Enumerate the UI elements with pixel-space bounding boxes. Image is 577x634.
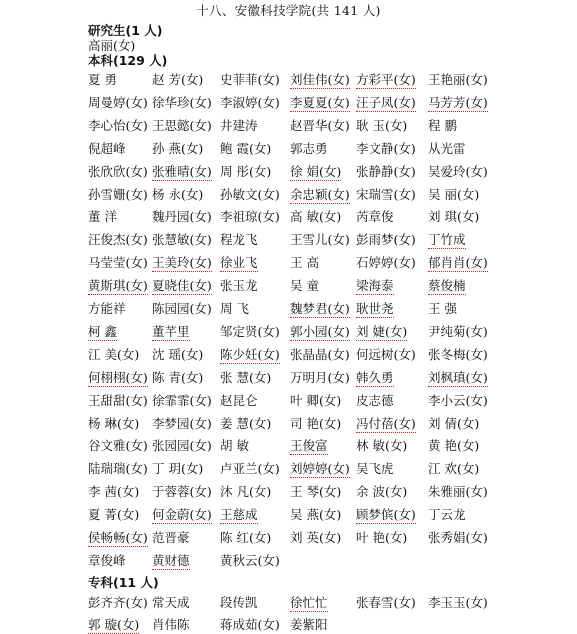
undergraduate-name: 王思懿(女) — [152, 117, 212, 133]
undergraduate-name: 夏晓佳(女) — [152, 278, 212, 294]
spellcheck-underline — [290, 609, 328, 612]
spellcheck-underline — [220, 521, 258, 524]
undergraduate-name: 邹定贤(女) — [220, 323, 280, 339]
undergraduate-name: 高 敏(女) — [290, 209, 342, 225]
undergraduate-name: 张秀娟(女) — [428, 530, 488, 545]
undergraduate-name: 谷文雅(女) — [88, 438, 148, 454]
spellcheck-underline — [356, 521, 416, 524]
undergraduate-name: 刘枫瑱(女) — [428, 369, 488, 385]
undergraduate-name: 李夏夏(女) — [290, 94, 350, 110]
undergraduate-name: 蔡俊楠 — [428, 278, 466, 294]
undergraduate-name: 井建涛 — [220, 117, 258, 133]
undergraduate-name: 郭小园(女) — [290, 323, 350, 339]
undergraduate-name: 李小云(女) — [428, 392, 488, 408]
undergraduate-name: 朱雅丽(女) — [428, 484, 488, 500]
undergraduate-name: 张慧敏(女) — [152, 232, 212, 248]
graduate-name: 高丽(女) — [88, 38, 136, 53]
undergraduate-name: 芮章俊 — [356, 209, 394, 225]
undergraduate-name: 耿世尧 — [356, 301, 394, 316]
undergraduate-name: 王甜甜(女) — [88, 392, 148, 408]
undergraduate-name: 刘 琪(女) — [428, 209, 480, 225]
undergraduate-name: 张静静(女) — [356, 163, 416, 179]
spellcheck-underline — [152, 292, 212, 295]
undergraduate-name: 赵晋华(女) — [290, 117, 350, 133]
document-title: 十八、安徽科技学院(共 141 人) — [196, 3, 381, 18]
undergraduate-name: 汪俊杰(女) — [88, 232, 148, 248]
undergraduate-name: 史菲菲(女) — [220, 72, 280, 87]
undergraduate-name: 范晋豪 — [152, 530, 190, 545]
undergraduate-name: 林 敏(女) — [356, 438, 408, 454]
undergraduate-name: 周 彤(女) — [220, 163, 272, 179]
undergraduate-name: 张玉龙 — [220, 278, 258, 294]
undergraduate-name: 彭雨梦(女) — [356, 232, 416, 248]
undergraduate-name: 张 慧(女) — [220, 369, 272, 385]
vocational-name: 常天成 — [152, 595, 190, 610]
undergraduate-name: 李文静(女) — [356, 140, 416, 156]
spellcheck-underline — [220, 361, 280, 364]
spellcheck-underline — [356, 86, 416, 89]
undergraduate-name: 郁肖肖(女) — [428, 255, 488, 271]
spellcheck-underline — [88, 384, 148, 387]
undergraduate-name: 鲍 霞(女) — [220, 140, 272, 156]
undergraduate-name: 章俊峰 — [88, 552, 126, 568]
undergraduate-name: 吴爱玲(女) — [428, 163, 488, 179]
undergraduate-name: 何栩栩(女) — [88, 369, 148, 385]
undergraduate-name: 黄 艳(女) — [428, 438, 480, 454]
undergraduate-name: 张雅晴(女) — [152, 163, 212, 179]
undergraduate-name: 王慈成 — [220, 507, 258, 523]
undergraduate-name: 王美玲(女) — [152, 255, 212, 271]
undergraduate-name: 周 飞 — [220, 301, 249, 316]
undergraduate-name: 张冬梅(女) — [428, 346, 488, 362]
undergraduate-name: 吴 燕(女) — [290, 507, 342, 523]
undergraduate-name: 李 茜(女) — [88, 484, 140, 500]
undergraduate-name: 余 波(女) — [356, 484, 408, 500]
undergraduate-name: 余忠颖(女) — [290, 186, 350, 202]
undergraduate-name: 宋瑞雪(女) — [356, 186, 416, 202]
spellcheck-underline — [356, 109, 416, 112]
undergraduate-name: 马莹莹(女) — [88, 255, 148, 271]
undergraduate-name: 刘 英(女) — [290, 530, 342, 545]
undergraduate-name: 马芳芳(女) — [428, 94, 488, 110]
spellcheck-underline — [152, 269, 212, 272]
vocational-name: 彭齐齐(女) — [88, 595, 148, 610]
undergraduate-name: 吴 童 — [290, 278, 319, 294]
undergraduate-name: 王雪儿(女) — [290, 232, 350, 248]
undergraduate-name: 从光雷 — [428, 140, 466, 156]
undergraduate-name: 陈 红(女) — [220, 530, 272, 545]
undergraduate-name: 黄斯琪(女) — [88, 278, 148, 294]
undergraduate-name: 杨 琳(女) — [88, 415, 140, 431]
undergraduate-name: 徐霏霏(女) — [152, 392, 212, 408]
undergraduate-name: 石婷婷(女) — [356, 255, 416, 271]
undergraduate-name: 刘 倩(女) — [428, 415, 480, 431]
undergraduate-name: 司 艳(女) — [290, 415, 342, 431]
undergraduate-name: 韩久勇 — [356, 369, 394, 385]
undergraduate-name: 吴 丽(女) — [428, 186, 480, 202]
undergraduate-name: 梁海泰 — [356, 278, 394, 294]
undergraduate-name: 于蓉蓉(女) — [152, 484, 212, 500]
undergraduate-name: 夏 菁(女) — [88, 507, 140, 523]
undergraduate-name: 尹纯菊(女) — [428, 323, 488, 339]
undergraduate-name: 何金蔚(女) — [152, 507, 212, 523]
undergraduate-name: 孙雪姗(女) — [88, 186, 148, 202]
undergraduate-name: 李梦园(女) — [152, 415, 212, 431]
spellcheck-underline — [152, 338, 190, 341]
undergraduate-name: 董 洋 — [88, 209, 117, 225]
undergraduate-name: 陈园园(女) — [152, 301, 212, 316]
undergraduate-name: 柯 鑫 — [88, 323, 117, 339]
undergraduate-name: 王俊富 — [290, 438, 328, 454]
undergraduate-name: 董芊里 — [152, 323, 190, 339]
undergraduate-name: 徐 娟(女) — [290, 163, 342, 179]
undergraduate-name: 张园园(女) — [152, 438, 212, 454]
vocational-header: 专科(11 人) — [88, 575, 159, 590]
undergraduate-name: 侯畅畅(女) — [88, 530, 148, 545]
undergraduate-name: 徐华珍(女) — [152, 94, 212, 110]
undergraduate-name: 江 美(女) — [88, 346, 140, 362]
undergraduate-name: 吴飞虎 — [356, 461, 394, 477]
spellcheck-underline — [428, 269, 488, 272]
vocational-name: 蒋成茹(女) — [220, 617, 280, 632]
undergraduate-name: 黄秋云(女) — [220, 552, 280, 568]
spellcheck-underline — [88, 292, 148, 295]
undergraduate-name: 丁云龙 — [428, 507, 466, 523]
vocational-name: 姜紫阳 — [290, 617, 328, 632]
vocational-name: 郭 璇(女) — [88, 617, 140, 632]
undergraduate-name: 胡 敏 — [220, 438, 249, 454]
spellcheck-underline — [88, 338, 117, 341]
undergraduate-name: 赵昆仑 — [220, 392, 258, 408]
undergraduate-name: 徐业飞 — [220, 255, 258, 271]
undergraduate-name: 汪子凤(女) — [356, 94, 416, 110]
undergraduate-name: 王艳丽(女) — [428, 72, 488, 87]
undergraduate-name: 万明月(女) — [290, 369, 350, 385]
undergraduate-name: 孙 燕(女) — [152, 140, 204, 156]
undergraduate-name: 张欣欣(女) — [88, 163, 148, 179]
vocational-name: 李玉玉(女) — [428, 595, 488, 610]
undergraduate-name: 黄财德 — [152, 552, 190, 568]
undergraduate-name: 方彩平(女) — [356, 72, 416, 87]
undergraduate-name: 皮志德 — [356, 392, 394, 408]
undergraduate-name: 沐 凡(女) — [220, 484, 272, 500]
spellcheck-underline — [290, 201, 350, 204]
undergraduate-name: 刘 婕(女) — [356, 323, 408, 339]
vocational-name: 肖伟陈 — [152, 617, 190, 632]
spellcheck-underline — [290, 452, 328, 455]
spellcheck-underline — [152, 567, 190, 570]
undergraduate-name: 丁竹成 — [428, 232, 466, 248]
vocational-name: 张春雪(女) — [356, 595, 416, 610]
undergraduate-name: 顾梦傧(女) — [356, 507, 416, 523]
undergraduate-name: 冯付蓓(女) — [356, 415, 416, 431]
undergraduate-name: 姜 慧(女) — [220, 415, 272, 431]
spellcheck-underline — [290, 315, 350, 318]
undergraduate-name: 卢亚兰(女) — [220, 461, 280, 477]
undergraduate-name: 叶 艳(女) — [356, 530, 408, 545]
spellcheck-underline — [290, 338, 350, 341]
spellcheck-underline — [356, 292, 394, 295]
undergraduate-name: 程龙飞 — [220, 232, 258, 248]
undergraduate-name: 赵 芳(女) — [152, 72, 204, 87]
undergraduate-name: 陆瑞瑞(女) — [88, 461, 148, 477]
undergraduate-name: 张晶晶(女) — [290, 346, 350, 362]
undergraduate-name: 沈 瑶(女) — [152, 346, 204, 362]
spellcheck-underline — [428, 384, 488, 387]
undergraduate-name: 刘婷婷(女) — [290, 461, 350, 477]
spellcheck-underline — [152, 521, 212, 524]
undergraduate-name: 郭志勇 — [290, 140, 328, 156]
undergraduate-name: 叶 卿(女) — [290, 392, 342, 408]
spellcheck-underline — [356, 384, 394, 387]
undergraduate-name: 何远树(女) — [356, 346, 416, 362]
undergraduate-name: 魏丹园(女) — [152, 209, 212, 225]
undergraduate-header: 本科(129 人) — [88, 53, 168, 68]
spellcheck-underline — [290, 475, 350, 478]
undergraduate-name: 王 琴(女) — [290, 484, 342, 500]
spellcheck-underline — [88, 544, 148, 547]
vocational-name: 段传凯 — [220, 595, 258, 610]
undergraduate-name: 江 欢(女) — [428, 461, 480, 477]
spellcheck-underline — [428, 246, 466, 249]
spellcheck-underline — [152, 178, 212, 181]
spellcheck-underline — [356, 338, 407, 341]
spellcheck-underline — [428, 292, 466, 295]
undergraduate-name: 李淑婷(女) — [220, 94, 280, 110]
spellcheck-underline — [356, 430, 416, 433]
undergraduate-name: 王 强 — [428, 301, 457, 316]
undergraduate-name: 夏 勇 — [88, 72, 117, 87]
graduate-header: 研究生(1 人) — [88, 23, 163, 38]
spellcheck-underline — [290, 109, 350, 112]
undergraduate-name: 李心怡(女) — [88, 117, 148, 133]
undergraduate-name: 李祖琼(女) — [220, 209, 280, 225]
undergraduate-name: 耿 玉(女) — [356, 117, 408, 133]
undergraduate-name: 周曼婷(女) — [88, 94, 148, 110]
spellcheck-underline — [220, 269, 258, 272]
undergraduate-name: 陈 青(女) — [152, 369, 204, 385]
spellcheck-underline — [290, 86, 350, 89]
undergraduate-name: 方能祥 — [88, 301, 126, 316]
undergraduate-name: 倪超峰 — [88, 140, 126, 156]
undergraduate-name: 王 高 — [290, 255, 319, 271]
undergraduate-name: 丁 玥(女) — [152, 461, 204, 477]
undergraduate-name: 魏梦君(女) — [290, 301, 350, 316]
undergraduate-name: 陈少妊(女) — [220, 346, 280, 362]
spellcheck-underline — [428, 109, 488, 112]
spellcheck-underline — [290, 178, 341, 181]
undergraduate-name: 孙敏文(女) — [220, 186, 280, 202]
undergraduate-name: 刘佳伟(女) — [290, 72, 350, 87]
spellcheck-underline — [356, 315, 394, 318]
vocational-name: 徐忙忙 — [290, 595, 328, 610]
undergraduate-name: 程 鹏 — [428, 117, 457, 133]
undergraduate-name: 杨 永(女) — [152, 186, 204, 202]
